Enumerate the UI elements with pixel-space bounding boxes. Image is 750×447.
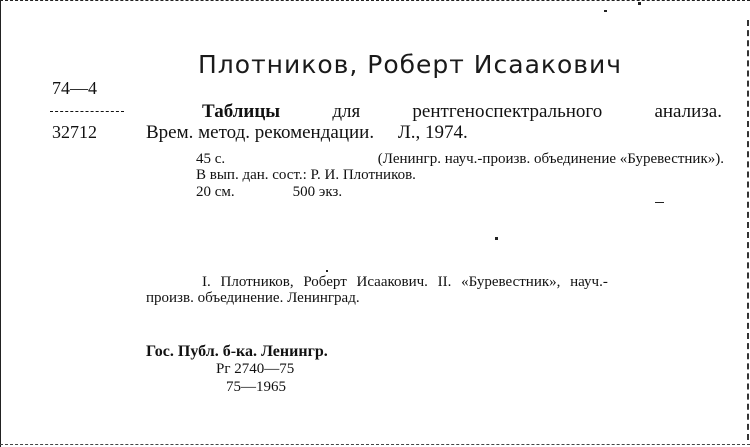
tracings-line-2: произв. объединение. Ленинград. (146, 290, 360, 306)
card-top-edge (0, 0, 750, 1)
library-code-2: 75—1965 (226, 379, 286, 395)
call-number-top: 74—4 (52, 78, 97, 98)
title-word: рентгеноспектрального (412, 101, 603, 122)
card-right-edge (747, 20, 749, 440)
handwritten-author-heading: Плотников, Роберт Исаакович (198, 50, 623, 79)
tracings-text-1: I. Плотников, Роберт Исаакович. II. «Буревестник», науч.- (202, 274, 608, 290)
call-number-divider (50, 111, 124, 112)
description-line-size (196, 184, 342, 201)
stray-mark (655, 202, 664, 203)
title-word: анализа. (654, 101, 722, 122)
card-size: 20 см. (196, 184, 235, 200)
scan-speck (326, 270, 328, 272)
title-word: для (332, 101, 361, 122)
description-line-pages (196, 151, 724, 168)
pages-count: 45 с. (196, 151, 226, 167)
print-run: 500 экз. (292, 184, 343, 200)
call-number-bottom: 32712 (52, 122, 97, 142)
scan-speck (495, 237, 498, 240)
library-name: Гос. Публ. б-ка. Ленингр. (146, 343, 328, 360)
card-bottom-edge (0, 444, 750, 445)
scan-speck (604, 10, 607, 12)
series-note: (Ленингр. науч.-произв. объединение «Буревестник»). (377, 151, 724, 167)
title-line-1 (202, 101, 722, 123)
compiler-note: В вып. дан. сост.: Р. И. Плотников. (196, 167, 416, 183)
title-line-2: Врем. метод. рекомендации. Л., 1974. (146, 122, 468, 143)
scan-speck (638, 2, 641, 5)
title-first-word: Таблицы (202, 101, 281, 122)
card-left-edge (0, 0, 1, 447)
tracings-line-1 (202, 274, 724, 291)
library-code-1: Рг 2740—75 (216, 361, 295, 377)
